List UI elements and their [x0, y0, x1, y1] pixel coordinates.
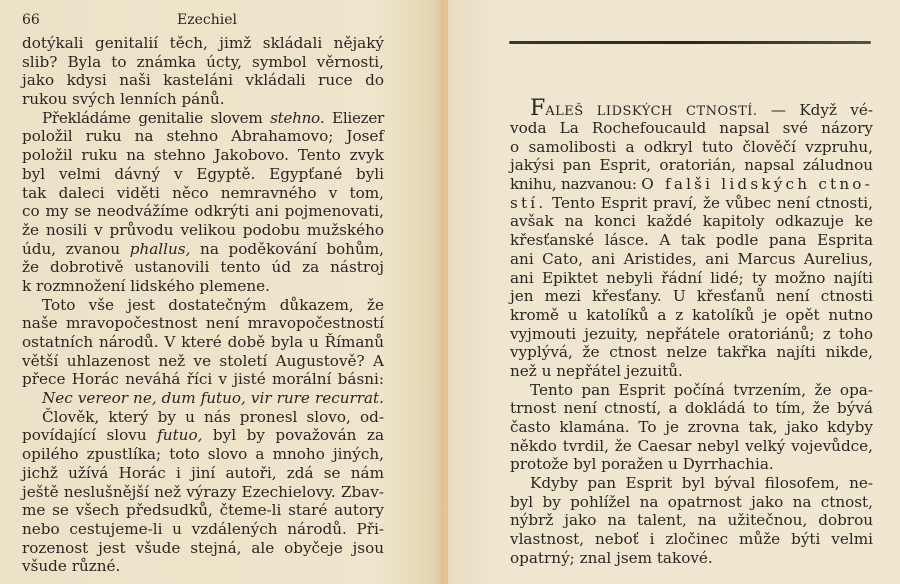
text-line	[22, 258, 384, 277]
line-text: někdo tvrdil, že Caesar nebyl velký vojevůdce,	[510, 436, 873, 455]
line-text: nýbrž jako na talent, na užitečnou, dobrou	[510, 511, 873, 530]
line-text: položil ruku na stehno Jakobovo. Tento zvyk	[22, 146, 384, 165]
left-page	[0, 0, 444, 584]
italic-text: Nec vereor ne, dum futuo, vir rure recurrat.	[42, 389, 384, 408]
line-text: byl velmi dávný v Egyptě. Egypťané byli	[22, 164, 384, 183]
italic-text: stehno	[270, 108, 320, 127]
text-line	[510, 212, 873, 231]
text-line	[22, 165, 384, 184]
line-text: že dobrotivě ustanovili tento úd za nástroj	[22, 258, 384, 277]
text-line	[510, 455, 873, 474]
line-text: než u nepřátel jezuitů.	[510, 361, 683, 380]
text-line	[22, 557, 384, 576]
line-text: povídající slovu	[22, 426, 158, 445]
text-line	[510, 325, 873, 344]
text-line	[22, 445, 384, 464]
line-text: ani Cato, ani Aristides, ani Marcus Aurelius,	[510, 249, 873, 268]
chapter-rule	[509, 41, 871, 44]
line-text: ještě neslušnější než výrazy Ezechielovy. Zbav-	[22, 482, 384, 501]
line-text: byl by považován za	[202, 426, 385, 445]
running-title: Ezechiel	[177, 12, 237, 28]
text-line	[22, 501, 384, 520]
text-line	[510, 175, 873, 194]
text-line	[510, 138, 873, 157]
text-line	[510, 493, 873, 512]
page-number: 66	[22, 12, 40, 28]
line-text: o samolibosti a odkryl tuto člověčí vzpruhu,	[510, 137, 873, 156]
text-line	[22, 352, 384, 371]
line-text: vyplývá, že ctnost nelze takřka najíti nikde,	[510, 343, 873, 362]
line-text: ostatních národů. V které době byla u Římanů	[22, 333, 384, 351]
line-text: křesťanské lásce. A tak podle pana Esprita	[510, 231, 873, 250]
line-text: jen mezi křesťany. U křesťanů není ctnosti	[510, 287, 873, 306]
line-text: položil ruku na stehno Abrahamovo; Josef	[22, 127, 384, 146]
spaced-title-text: stí.	[510, 193, 547, 212]
text-line	[22, 426, 384, 445]
text-line	[510, 306, 873, 325]
line-text: údu, zvanou	[22, 239, 130, 258]
text-line	[22, 408, 384, 427]
text-line	[22, 109, 384, 128]
italic-text: phallus,	[129, 239, 191, 258]
text-line	[22, 53, 384, 72]
chapter-heading: ALEŠ LIDSKÝCH CTNOSTÍ.	[545, 104, 758, 119]
text-line	[510, 549, 873, 568]
text-line	[22, 464, 384, 483]
text-line	[510, 250, 873, 269]
line-text: Tento Esprit praví, že vůbec není ctnosti,	[546, 193, 873, 212]
text-line	[510, 474, 873, 493]
text-line	[22, 296, 384, 315]
text-line	[22, 184, 384, 203]
text-line	[22, 333, 384, 352]
text-line	[22, 90, 384, 109]
heading-initial: F	[530, 96, 546, 121]
line-text: tak daleci viděti něco nemravného v tom,	[22, 183, 384, 202]
text-line	[22, 71, 384, 90]
text-line	[510, 269, 873, 288]
text-line	[22, 277, 384, 296]
line-text: voda La Rochefoucauld napsal své názory	[510, 119, 873, 137]
text-line	[510, 362, 873, 381]
line-text: trnost není ctností, a dokládá to tím, že bývá	[510, 399, 873, 418]
text-line	[510, 287, 873, 306]
line-text: naše mravopočestnost není mravopočestností	[22, 314, 384, 333]
text-line	[510, 119, 873, 138]
line-text: často klamána. To je zrovna tak, jako kdyby	[510, 418, 873, 436]
text-line	[22, 240, 384, 259]
line-text: ani Epiktet nebyli řádní lidé; ty možno najíti	[510, 268, 873, 287]
text-line	[22, 202, 384, 221]
right-page-body	[510, 96, 873, 568]
text-line	[510, 156, 873, 175]
line-text: jako kdysi naši kasteláni vkládali ruce do	[22, 71, 384, 90]
line-text: rozenost jest všude stejná, ale obyčeje jsou	[22, 538, 384, 557]
line-text: na poděkování bohům,	[190, 239, 384, 258]
text-line	[510, 381, 873, 400]
line-text: Člověk, který by u nás pronesl slovo, od-	[42, 407, 384, 426]
line-text: kromě u katolíků a z katolíků je opět nutno	[510, 305, 873, 324]
left-page-body	[22, 34, 384, 576]
text-line	[22, 539, 384, 558]
text-line	[22, 314, 384, 333]
text-line	[22, 389, 384, 408]
line-text: avšak na konci každé kapitoly odkazuje ke	[510, 212, 873, 231]
text-line	[510, 194, 873, 213]
line-text: slib? Byla to známka úcty, symbol věrnosti,	[22, 52, 384, 71]
line-text: větší uhlazenost než ve století Augustově? A	[22, 351, 384, 370]
text-line	[22, 483, 384, 502]
text-line	[510, 399, 873, 418]
text-line	[22, 146, 384, 165]
chapter-heading-line	[510, 96, 873, 121]
text-line	[22, 221, 384, 240]
text-line	[22, 127, 384, 146]
line-text: knihu, nazvanou:	[510, 175, 642, 194]
line-text: co my se neodvážíme odkrýti ani pojmenovati,	[22, 202, 384, 221]
line-text: všude různé.	[22, 557, 121, 576]
text-line	[510, 343, 873, 362]
heading-tail: — Když vé-	[757, 101, 873, 119]
line-text: vlastnost, neboť i zločinec může býti velmi	[510, 530, 873, 549]
line-text: že nosili v průvodu velikou podobu mužského	[22, 220, 384, 239]
text-line	[510, 437, 873, 456]
line-text: Toto vše jest dostatečným důkazem, že	[42, 295, 384, 314]
text-line	[510, 231, 873, 250]
line-text: Tento pan Esprit počíná tvrzením, že opa-	[530, 380, 873, 399]
line-text: rukou svých lenních pánů.	[22, 90, 225, 109]
italic-text: futuo,	[157, 426, 203, 445]
line-text: Překládáme genitalie slovem	[42, 108, 271, 127]
line-text: jakýsi pan Esprit, oratorián, napsal záludnou	[510, 156, 873, 175]
line-text: vyjmouti jezuity, nepřátele oratoriánů; z toho	[510, 324, 873, 343]
line-text: jichž užívá Horác i jiní autoři, zdá se nám	[22, 463, 384, 482]
line-text: Kdyby pan Esprit byl býval filosofem, ne-	[530, 474, 873, 493]
line-text: . Eliezer	[319, 108, 384, 127]
line-text: opilého zpustlíka; toto slovo a mnoho jiných,	[22, 445, 384, 464]
line-text: opatrný; znal jsem takové.	[510, 548, 713, 567]
text-line	[510, 530, 873, 549]
line-text: nebo cestujeme-li u vzdálených národů. Při-	[22, 519, 384, 538]
text-line	[22, 520, 384, 539]
line-text: dotýkali genitalií těch, jimž skládali nějaký	[22, 34, 384, 52]
line-text: přece Horác neváhá říci v jisté morální básni:	[22, 370, 384, 389]
line-text: byl by pohlížel na opatrnost jako na ctnost,	[510, 492, 873, 511]
text-line	[22, 370, 384, 389]
spaced-title-text: O falši lidských ctno-	[641, 175, 873, 194]
text-line	[510, 418, 873, 437]
right-page	[448, 0, 900, 584]
line-text: protože byl poražen u Dyrrhachia.	[510, 455, 774, 474]
line-text: me se všech předsudků, čteme-li staré autory	[22, 501, 384, 520]
text-line	[22, 34, 384, 53]
line-text: k rozmnožení lidského plemene.	[22, 276, 270, 295]
text-line	[510, 511, 873, 530]
